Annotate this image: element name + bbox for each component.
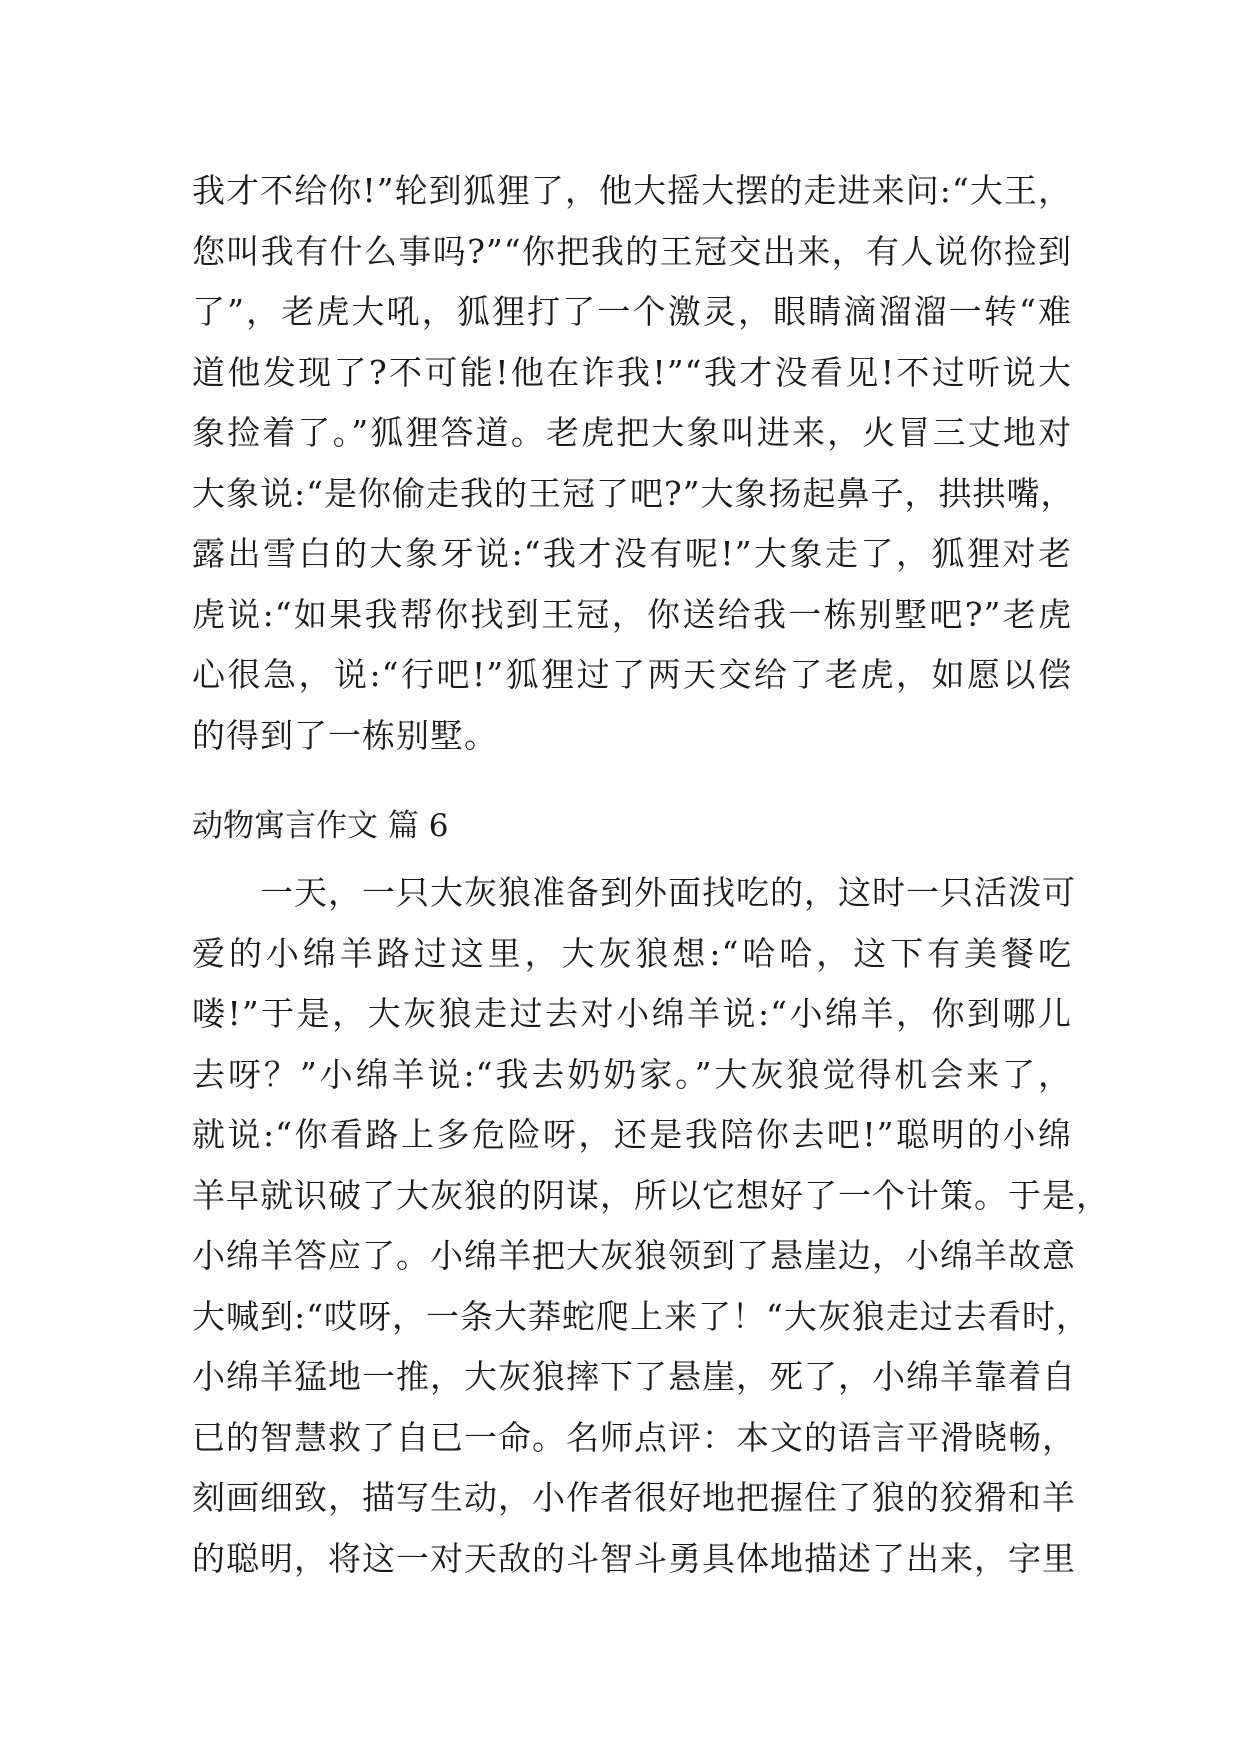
text-line: 您叫我有什么事吗?”“你把我的王冠交出来，有人说你捡到 (192, 231, 1072, 271)
text-line: 去呀？”小绵羊说:“我去奶奶家。”大灰狼觉得机会来了， (192, 1054, 1072, 1094)
text-line: 露出雪白的大象牙说:“我才没有呢!”大象走了，狐狸对老 (192, 534, 1072, 573)
text-line: 的得到了一栋别墅。 (192, 715, 498, 755)
text-line: 虎说:“如果我帮你找到王冠，你送给我一栋别墅吧?”老虎 (192, 594, 1072, 634)
text-line: 小绵羊答应了。小绵羊把大灰狼领到了悬崖边，小绵羊故意 (192, 1236, 1076, 1275)
text-line: 象捡着了。”狐狸答道。老虎把大象叫进来，火冒三丈地对 (192, 413, 1072, 452)
text-line: 刻画细致，描写生动，小作者很好地把握住了狼的狡猾和羊 (192, 1478, 1076, 1517)
text-line: 喽!”于是，大灰狼走过去对小绵羊说:“小绵羊，你到哪儿 (192, 994, 1072, 1033)
text-line: 大象说:“是你偷走我的王冠了吧?”大象扬起鼻子，拱拱嘴， (192, 473, 1075, 513)
text-line: 小绵羊猛地一推，大灰狼摔下了悬崖，死了，小绵羊靠着自 (192, 1357, 1076, 1396)
text-line: 一天，一只大灰狼准备到外面找吃的，这时一只活泼可 (192, 873, 1076, 912)
text-line: 就说:“你看路上多危险呀，还是我陪你去吧!”聪明的小绵 (192, 1115, 1072, 1154)
text-line: 的聪明，将这一对天敌的斗智斗勇具体地描述了出来，字里 (192, 1538, 1076, 1578)
text-line: 爱的小绵羊路过这里，大灰狼想:“哈哈，这下有美餐吃 (192, 933, 1072, 973)
text-line: 大喊到:“哎呀，一条大莽蛇爬上来了！“大灰狼走过去看时， (192, 1296, 1090, 1336)
text-line: 已的智慧救了自已一命。名师点评：本文的语言平滑晓畅， (192, 1417, 1076, 1457)
text-line: 道他发现了?不可能!他在诈我!”“我才没看见!不过听说大 (192, 352, 1072, 392)
text-line: 羊早就识破了大灰狼的阴谋，所以它想好了一个计策。于是， (192, 1175, 1110, 1215)
story-paragraph-1 (192, 161, 1075, 766)
section-heading: 动物寓言作文 篇 6 (192, 808, 449, 844)
text-line: 了”，老虎大吼，狐狸打了一个激灵，眼睛滴溜溜一转“难 (192, 292, 1072, 331)
story-paragraph-2 (192, 863, 1110, 1589)
text-line: 我才不给你!”轮到狐狸了，他大摇大摆的走进来问:“大王， (192, 171, 1072, 210)
text-line: 心很急，说:“行吧!”狐狸过了两天交给了老虎，如愿以偿 (192, 655, 1072, 694)
